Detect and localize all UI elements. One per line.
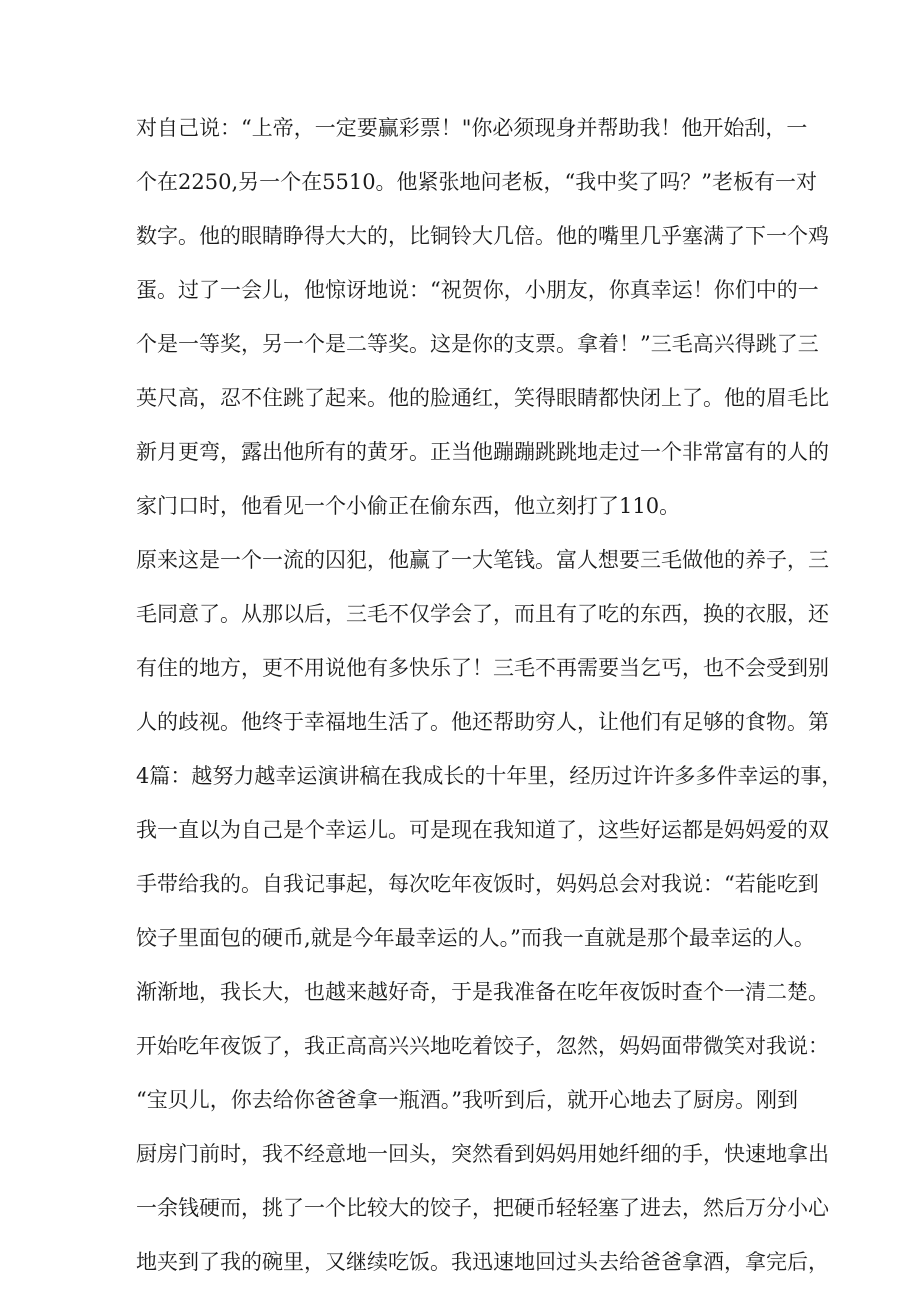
text-line-7: 新月更弯，露出他所有的黄牙。正当他蹦蹦跳跳地走过一个非常富有的人的 xyxy=(136,440,829,464)
text-line-18: 开始吃年夜饭了，我正高高兴兴地吃着饺子，忽然，妈妈面带微笑对我说： xyxy=(136,1034,829,1058)
text-line-11: 有住的地方，更不用说他有多快乐了！三毛不再需要当乞丐，也不会受到别 xyxy=(136,656,829,680)
text-line-4: 蛋。过了一会儿，他惊讶地说：“祝贺你，小朋友，你真幸运！你们中的一 xyxy=(136,278,819,302)
text-line-8: 家门口时，他看见一个小偷正在偷东西，他立刻打了110。 xyxy=(136,494,681,518)
text-line-13: 4篇：越努力越幸运演讲稿在我成长的十年里，经历过许许多多件幸运的事， xyxy=(136,764,843,788)
text-line-19: “宝贝儿，你去给你爸爸拿一瓶酒。”我听到后，就开心地去了厨房。刚到 xyxy=(136,1088,798,1112)
text-line-22: 地夹到了我的碗里，又继续吃饭。我迅速地回过头去给爸爸拿酒，拿完后， xyxy=(136,1250,829,1274)
text-line-1: 对自己说：“上帝，一定要赢彩票！"你必须现身并帮助我！他开始刮，一 xyxy=(136,116,808,140)
text-line-6: 英尺高，忍不住跳了起来。他的脸通红，笑得眼睛都快闭上了。他的眉毛比 xyxy=(136,386,829,410)
text-line-16: 饺子里面包的硬币,就是今年最幸运的人。”而我一直就是那个最幸运的人。 xyxy=(136,926,815,950)
text-line-12: 人的歧视。他终于幸福地生活了。他还帮助穷人，让他们有足够的食物。第 xyxy=(136,710,829,734)
text-line-14: 我一直以为自己是个幸运儿。可是现在我知道了，这些好运都是妈妈爱的双 xyxy=(136,818,829,842)
text-line-17: 渐渐地，我长大，也越来越好奇，于是我准备在吃年夜饭时查个一清二楚。 xyxy=(136,980,829,1004)
text-line-3: 数字。他的眼睛睁得大大的，比铜铃大几倍。他的嘴里几乎塞满了下一个鸡 xyxy=(136,224,829,248)
text-line-20: 厨房门前时，我不经意地一回头，突然看到妈妈用她纤细的手，快速地拿出 xyxy=(136,1142,829,1166)
text-line-9: 原来这是一个一流的囚犯，他赢了一大笔钱。富人想要三毛做他的养子，三 xyxy=(136,548,829,572)
text-line-2: 个在2250,另一个在5510。他紧张地问老板，“我中奖了吗？”老板有一对 xyxy=(136,170,818,194)
text-line-10: 毛同意了。从那以后，三毛不仅学会了，而且有了吃的东西，换的衣服，还 xyxy=(136,602,829,626)
text-line-21: 一余钱硬而，挑了一个比较大的饺子，把硬币轻轻塞了进去，然后万分小心 xyxy=(136,1196,829,1220)
text-line-5: 个是一等奖，另一个是二等奖。这是你的支票。拿着！”三毛高兴得跳了三 xyxy=(136,332,819,356)
text-line-15: 手带给我的。自我记事起，每次吃年夜饭时，妈妈总会对我说：“若能吃到 xyxy=(136,872,819,896)
